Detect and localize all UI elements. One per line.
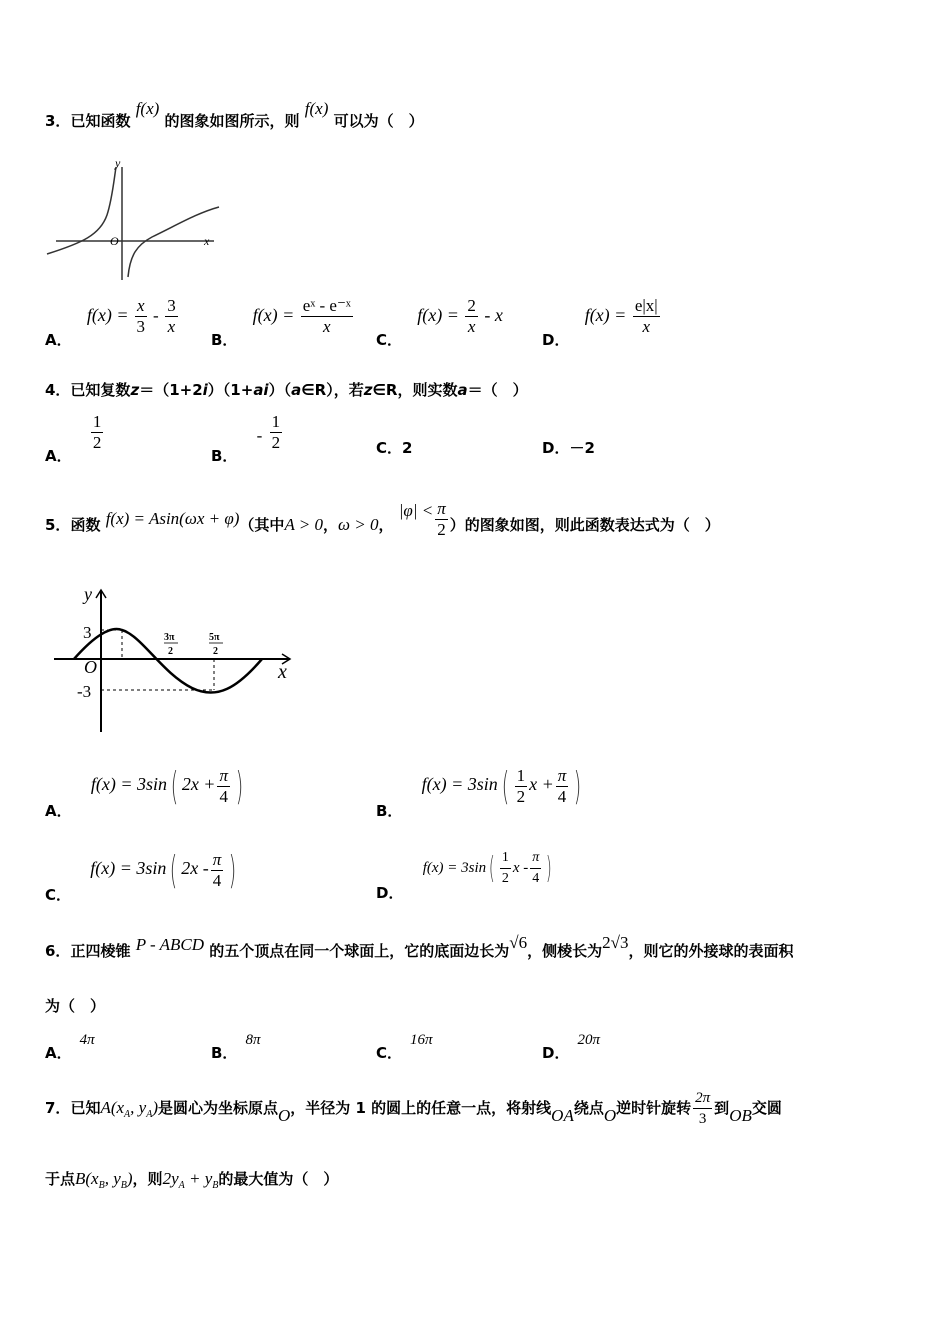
stem-text: 正四棱锥 (70, 942, 131, 960)
option-value: 4π (79, 1032, 95, 1048)
question-3-stem (45, 99, 424, 131)
left-paren: ( (489, 851, 495, 886)
option-label: C． (376, 1044, 403, 1062)
stem-text: 逆时针旋转 (616, 1099, 692, 1117)
formula-head: f(x) = 3sin (422, 859, 487, 876)
fraction (693, 1088, 712, 1129)
stem-text: ＝（1+2 (139, 381, 203, 399)
q4-option-a[interactable] (45, 412, 105, 465)
option-label: C． (45, 886, 72, 905)
fraction-numerator: π (557, 765, 567, 785)
tick-3pi-over-2-num: 3π (164, 632, 175, 643)
subscript: A (124, 1109, 131, 1120)
stem-text: 的图象如图所示，则 (164, 112, 300, 130)
math-var: z (363, 381, 373, 399)
q6-option-c[interactable] (376, 1028, 433, 1062)
fraction (465, 296, 478, 337)
question-5-stem: 5．函数 f(x) = Asin(ωx + φ)（其中A > 0，ω > 0， |φ| < $\frac{\pi}{2}$ ）的图象如图，则此函数表达式为（ ） (45, 499, 720, 539)
q4-option-b[interactable] (211, 412, 284, 465)
right-paren: ) (228, 848, 237, 892)
condition-phi: |φ| < (398, 501, 434, 520)
question-number: 7． (45, 1099, 71, 1117)
q3-option-c[interactable] (376, 296, 503, 349)
fraction-numerator: 1 (516, 765, 526, 785)
point-b-end: ) (126, 1169, 133, 1188)
fraction-numerator: π (219, 765, 228, 785)
formula-lhs: f(x) = (86, 304, 129, 325)
stem-text: （其中 (239, 516, 285, 534)
right-paren: ) (235, 764, 244, 808)
fraction (301, 296, 353, 337)
q4-option-c[interactable] (376, 437, 412, 458)
fraction (211, 850, 224, 891)
formula-lhs: f(x) = (417, 304, 459, 325)
fraction-denominator: 2 (271, 433, 281, 452)
option-formula (584, 296, 662, 336)
q4-option-d[interactable] (542, 437, 595, 458)
fraction (500, 848, 511, 889)
stem-text: ，半径为 1 的圆上的任意一点，将射线 (290, 1099, 552, 1117)
stem-text: 于点 (45, 1170, 76, 1188)
origin-o: O (278, 1106, 291, 1125)
option-formula (90, 764, 247, 808)
stem-text: ）（1+ (207, 381, 254, 399)
base-side-length: √6 (509, 933, 528, 952)
tick-5pi-over-2-num: 5π (209, 632, 220, 643)
stem-text: ，侧棱长为 (527, 942, 603, 960)
stem-text: 交圆 (751, 1099, 782, 1117)
fraction-numerator: 2 (467, 296, 476, 315)
fraction-denominator: 4 (532, 871, 540, 886)
point-b-mid: , y (104, 1169, 121, 1188)
fraction-numerator: eˣ - e⁻ˣ (302, 296, 351, 315)
stem-text: ，若 (333, 381, 364, 399)
stem-text: 是圆心为坐标原点 (157, 1099, 278, 1117)
right-paren: ) (574, 764, 582, 808)
tick-3: 3 (83, 623, 92, 642)
fraction-numerator: π (437, 499, 446, 518)
fraction-denominator: 4 (557, 786, 567, 806)
stem-text: ，则实数 (397, 381, 458, 399)
fraction (270, 412, 283, 453)
fraction-denominator: x (642, 317, 651, 336)
question-6-stem-cont (45, 995, 105, 1016)
math-var: z (130, 381, 140, 399)
option-label: A． (45, 330, 72, 349)
stem-text: ＝（ ） (467, 381, 528, 399)
stem-text: 到 (714, 1099, 730, 1117)
option-formula (422, 850, 555, 886)
option-label: B． (376, 802, 403, 821)
stem-text: 函数 (70, 516, 101, 534)
subscript: A (146, 1109, 153, 1120)
option-label: B． (211, 447, 238, 465)
fraction-denominator: 4 (219, 786, 228, 806)
math-var: a (291, 381, 302, 399)
tick-3pi-over-2-den: 2 (168, 646, 173, 657)
stem-text: ∈R） (301, 381, 334, 399)
lateral-edge-length: 2√3 (602, 933, 629, 952)
stem-text: 绕点 (573, 1099, 604, 1117)
q5-option-c[interactable] (45, 848, 240, 905)
y-label: y (115, 156, 121, 170)
left-paren: ( (170, 848, 178, 892)
fraction-numerator: 2π (693, 1088, 712, 1109)
q5-option-d[interactable] (376, 848, 555, 902)
q3-function-graph (42, 155, 227, 285)
fraction-numerator: 3 (167, 296, 176, 315)
stem-text: ，则它的外接球的表面积 (628, 942, 794, 960)
fraction (135, 296, 147, 337)
stem-text: 可以为（ ） (333, 112, 424, 130)
fraction-denominator: 2 (92, 433, 102, 452)
fraction-denominator: x (323, 317, 331, 336)
math-fx: f(x) (135, 99, 160, 118)
option-label: A． (45, 802, 72, 821)
option-value: 2 (402, 439, 413, 457)
q5-sine-graph (52, 578, 297, 738)
stem-text: 的最大值为（ ） (218, 1170, 339, 1188)
ray-oa: OA (551, 1106, 574, 1125)
fraction-numerator: 1 (92, 412, 102, 431)
point-a-mid: , y (130, 1098, 147, 1117)
option-formula (417, 296, 503, 336)
condition-omega: ω > 0 (338, 515, 379, 534)
formula-head: f(x) = 3sin (90, 858, 167, 879)
math-var: i (202, 381, 208, 399)
expression: + y (184, 1169, 213, 1188)
subscript: A (178, 1180, 185, 1191)
q6-option-d[interactable] (542, 1028, 600, 1062)
q5-option-b[interactable] (376, 764, 585, 821)
formula-lhs: f(x) = (584, 304, 627, 325)
condition-a: A > 0 (284, 515, 323, 534)
math-var: a (457, 381, 468, 399)
fraction-numerator: π (212, 849, 222, 869)
option-label: B． (211, 330, 238, 349)
question-number: 3． (45, 112, 71, 130)
q6-option-a[interactable] (45, 1028, 95, 1062)
formula-inner: 2x - (181, 858, 209, 879)
stem-text: ）（ (268, 381, 292, 399)
x-label: x (204, 234, 210, 248)
question-number: 5． (45, 516, 71, 534)
option-label: C． (376, 330, 403, 349)
math-var: ai (253, 381, 269, 399)
point-a: A(x (100, 1098, 125, 1117)
fraction (91, 412, 104, 453)
option-value: －2 (569, 439, 595, 457)
point-a-end: ) (152, 1098, 158, 1117)
formula-lhs: f(x) = (252, 304, 295, 325)
formula-inner: x - (512, 859, 529, 876)
fraction-denominator: 2 (501, 871, 509, 886)
q3-option-d[interactable] (542, 296, 662, 349)
option-label: C． (376, 439, 403, 457)
expression: 2y (162, 1169, 179, 1188)
minus-sign: - (256, 426, 263, 445)
option-label: B． (211, 1044, 238, 1062)
minus-sign: - (153, 305, 159, 325)
fraction (515, 766, 528, 807)
option-value: 20π (577, 1032, 600, 1048)
fraction-denominator: 3 (698, 1111, 707, 1127)
fraction (217, 766, 230, 807)
question-6-stem (45, 933, 794, 961)
question-number: 6． (45, 942, 71, 960)
option-formula (421, 764, 585, 808)
fraction-denominator: x (467, 317, 476, 336)
origin-label: O (84, 657, 97, 677)
q6-option-b[interactable] (211, 1028, 261, 1062)
option-label: D． (542, 1044, 570, 1062)
x-label: x (278, 661, 287, 683)
option-label: A． (45, 1044, 72, 1062)
pyramid-name: P - ABCD (135, 935, 205, 954)
tick-5pi-over-2-den: 2 (213, 646, 218, 657)
point-b: B(x (75, 1169, 99, 1188)
fraction (556, 766, 569, 807)
stem-text: ，则 (132, 1170, 163, 1188)
option-label: A． (45, 447, 72, 465)
function-expression: f(x) = Asin(ωx + φ) (105, 509, 240, 528)
stem-text: ）的图象如图，则此函数表达式为（ ） (449, 516, 720, 534)
formula-tail: - x (484, 304, 503, 325)
option-formula (86, 296, 180, 336)
fraction-denominator: 2 (516, 786, 526, 806)
stem-text: 为（ ） (45, 997, 106, 1015)
fraction-numerator: 1 (271, 412, 281, 431)
left-paren: ( (501, 764, 509, 808)
option-formula (252, 296, 355, 336)
option-value: 8π (245, 1032, 261, 1048)
origin-label: O (110, 234, 119, 248)
tick-neg3: -3 (77, 682, 92, 701)
y-label: y (84, 584, 92, 604)
fraction (633, 296, 660, 337)
q3-option-b[interactable] (211, 296, 355, 349)
right-paren: ) (546, 851, 553, 886)
fraction-denominator: x (167, 317, 176, 336)
stem-text: 已知函数 (70, 112, 131, 130)
fraction (165, 296, 178, 337)
origin-o: O (603, 1106, 617, 1125)
option-label: D． (542, 439, 570, 457)
formula-inner: 2x + (181, 774, 216, 795)
math-fx: f(x) (304, 99, 329, 118)
subscript: B (212, 1180, 219, 1191)
stem-text: 已知 (70, 1099, 101, 1117)
option-label: D． (376, 883, 404, 902)
option-label: D． (542, 330, 570, 349)
fraction-denominator: 2 (437, 520, 446, 539)
option-value: 16π (410, 1032, 433, 1048)
stem-text: 4．已知复数 (45, 381, 131, 399)
left-paren: ( (170, 764, 179, 808)
fraction-denominator: 4 (212, 870, 222, 890)
stem-text: ∈R (372, 381, 398, 399)
ray-ob: OB (729, 1106, 752, 1125)
fraction-numerator: π (530, 848, 541, 869)
fraction (435, 499, 448, 540)
subscript: B (98, 1180, 105, 1191)
stem-text: 的五个顶点在同一个球面上，它的底面边长为 (209, 942, 510, 960)
fraction-numerator: e|x| (634, 296, 658, 315)
fraction-denominator: 3 (136, 317, 145, 336)
fraction (530, 848, 541, 889)
subscript: B (120, 1180, 127, 1191)
question-4-stem (45, 379, 528, 400)
formula-inner: x + (529, 774, 554, 795)
q3-option-a[interactable] (45, 296, 180, 349)
question-7-stem-cont (45, 1168, 338, 1191)
option-formula (90, 848, 240, 892)
fraction-numerator: 1 (500, 848, 511, 869)
q5-option-a[interactable] (45, 764, 247, 821)
question-7-stem (45, 1088, 782, 1129)
formula-head: f(x) = 3sin (90, 774, 167, 795)
formula-head: f(x) = 3sin (421, 774, 498, 795)
fraction-numerator: x (136, 296, 145, 315)
